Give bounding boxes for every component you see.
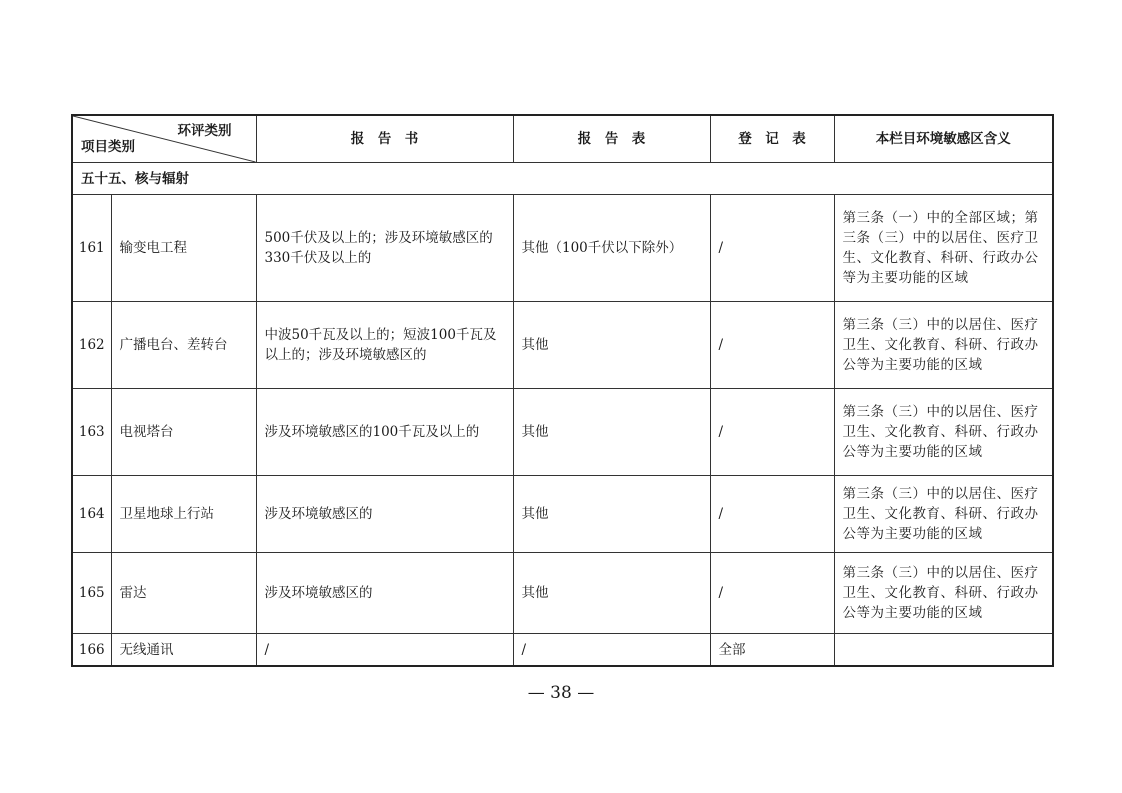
report-form-cell: 其他 xyxy=(513,389,710,476)
header-eia-category: 环评类别 xyxy=(177,123,232,139)
row-number: 166 xyxy=(72,634,111,667)
row-number: 165 xyxy=(72,553,111,634)
header-sensitive-area: 本栏目环境敏感区含义 xyxy=(834,115,1053,163)
registration-cell: / xyxy=(710,389,834,476)
table-row xyxy=(72,553,1053,634)
sensitive-area-cell: 第三条（一）中的全部区域；第三条（三）中的以居住、医疗卫生、文化教育、科研、行政办公等为主要功能的区域 xyxy=(834,195,1053,302)
table-header-row xyxy=(72,115,1053,163)
sensitive-area-cell: 第三条（三）中的以居住、医疗卫生、文化教育、科研、行政办公等为主要功能的区域 xyxy=(834,389,1053,476)
section-row xyxy=(72,163,1053,195)
report-book-cell: 涉及环境敏感区的 xyxy=(256,553,513,634)
table-row xyxy=(72,389,1053,476)
diagonal-header-cell xyxy=(72,115,256,163)
registration-cell: / xyxy=(710,476,834,553)
report-form-cell: 其他 xyxy=(513,553,710,634)
report-book-cell: 中波50千瓦及以上的；短波100千瓦及以上的；涉及环境敏感区的 xyxy=(256,302,513,389)
project-name: 卫星地球上行站 xyxy=(111,476,256,553)
report-book-cell: 涉及环境敏感区的100千瓦及以上的 xyxy=(256,389,513,476)
report-book-cell: 500千伏及以上的；涉及环境敏感区的330千伏及以上的 xyxy=(256,195,513,302)
project-name: 输变电工程 xyxy=(111,195,256,302)
row-number: 164 xyxy=(72,476,111,553)
page-number: — 38 — xyxy=(527,683,595,703)
header-report-form: 报 告 表 xyxy=(513,115,710,163)
report-form-cell: 其他 xyxy=(513,476,710,553)
header-project-category: 项目类别 xyxy=(81,139,135,155)
table-row xyxy=(72,634,1053,667)
report-form-cell: 其他（100千伏以下除外） xyxy=(513,195,710,302)
table-row xyxy=(72,476,1053,553)
registration-cell: / xyxy=(710,195,834,302)
table-row xyxy=(72,302,1053,389)
header-registration: 登 记 表 xyxy=(710,115,834,163)
sensitive-area-cell: 第三条（三）中的以居住、医疗卫生、文化教育、科研、行政办公等为主要功能的区域 xyxy=(834,302,1053,389)
sensitive-area-cell: 第三条（三）中的以居住、医疗卫生、文化教育、科研、行政办公等为主要功能的区域 xyxy=(834,476,1053,553)
table-row xyxy=(72,195,1053,302)
sensitive-area-cell xyxy=(834,634,1053,667)
section-title: 五十五、核与辐射 xyxy=(72,163,1053,195)
header-report-book: 报 告 书 xyxy=(256,115,513,163)
registration-cell: / xyxy=(710,553,834,634)
project-name: 雷达 xyxy=(111,553,256,634)
eia-category-table xyxy=(71,114,1054,667)
report-form-cell: 其他 xyxy=(513,302,710,389)
row-number: 163 xyxy=(72,389,111,476)
report-book-cell: 涉及环境敏感区的 xyxy=(256,476,513,553)
sensitive-area-cell: 第三条（三）中的以居住、医疗卫生、文化教育、科研、行政办公等为主要功能的区域 xyxy=(834,553,1053,634)
row-number: 161 xyxy=(72,195,111,302)
project-name: 电视塔台 xyxy=(111,389,256,476)
report-book-cell: / xyxy=(256,634,513,667)
report-form-cell: / xyxy=(513,634,710,667)
row-number: 162 xyxy=(72,302,111,389)
project-name: 无线通讯 xyxy=(111,634,256,667)
registration-cell: 全部 xyxy=(710,634,834,667)
project-name: 广播电台、差转台 xyxy=(111,302,256,389)
registration-cell: / xyxy=(710,302,834,389)
